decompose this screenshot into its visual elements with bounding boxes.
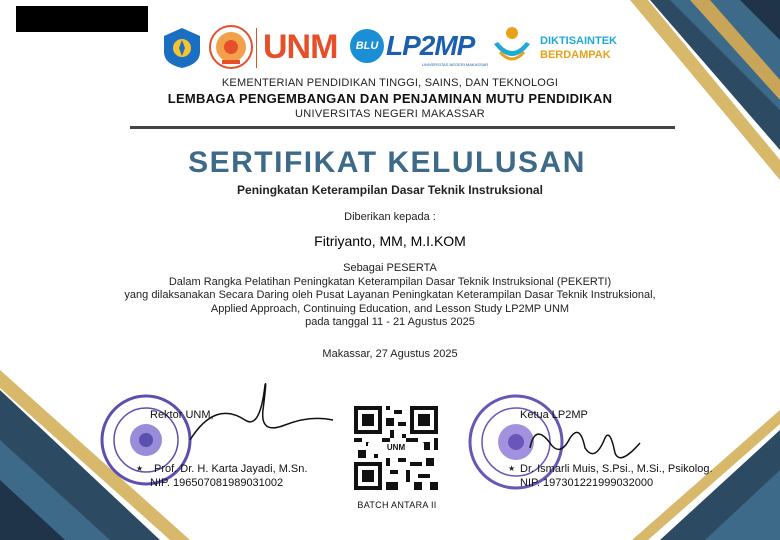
lp2mp-wordmark: LP2MP	[386, 30, 475, 61]
ministry-name: KEMENTERIAN PENDIDIKAN TINGGI, SAINS, DAN TEKNOLOGI	[221, 77, 559, 89]
redacted-block	[16, 6, 148, 32]
header-rule	[130, 126, 675, 129]
body-line: Applied Approach, Continuing Education, and Lesson Study LP2MP UNM	[210, 303, 570, 315]
logo-row	[160, 22, 640, 72]
certificate-subtitle: Peningkatan Keterampilan Dasar Teknik Instruksional	[237, 183, 543, 197]
institution-name: LEMBAGA PENGEMBANGAN DAN PENJAMINAN MUTU PENDIDIKAN	[167, 91, 613, 106]
dikti-line2: BERDAMPAK	[540, 49, 611, 61]
right-signatory-role: Ketua LP2MP	[520, 409, 588, 421]
ministry-logo-icon	[160, 26, 204, 70]
certificate-title: SERTIFIKAT KELULUSAN	[188, 146, 586, 179]
body-line: Dalam Rangka Pelatihan Peningkatan Keterampilan Dasar Teknik Instruksional (PEKERTI)	[168, 276, 612, 288]
qr-badge: UNM	[368, 442, 424, 454]
blu-badge: BLU	[350, 29, 384, 63]
body-line: Sebagai PESERTA	[343, 262, 437, 274]
batch-label: BATCH ANTARA II	[357, 500, 437, 510]
diktisaintek-logo-icon	[490, 24, 534, 70]
unm-emblem-icon	[208, 24, 254, 70]
left-signatory-nip: NIP. 196507081989031002	[150, 477, 284, 489]
unm-wordmark: UNM	[263, 28, 338, 66]
dikti-line1: DIKTISAINTEK	[540, 35, 617, 47]
logo-separator	[256, 28, 257, 68]
body-line: yang dilaksanakan Secara Daring oleh Pusat Layanan Peningkatan Keterampilan Dasar Teknik Instruksional,	[124, 289, 656, 301]
lp2mp-subtext: UNIVERSITAS NEGERI MAKASSAR	[422, 62, 489, 67]
right-signatory-name: Dr. Ismarli Muis, S.Psi., M.Si., Psikolog.	[520, 463, 713, 475]
chair-signature	[525, 418, 645, 468]
given-to-label: Diberikan kepada :	[344, 211, 436, 223]
recipient-name: Fitriyanto, MM, M.I.KOM	[314, 233, 466, 249]
university-name: UNIVERSITAS NEGERI MAKASSAR	[294, 108, 486, 120]
place-date: Makassar, 27 Agustus 2025	[322, 348, 458, 360]
star-icon: ★	[508, 464, 516, 473]
left-signatory-name: Prof. Dr. H. Karta Jayadi, M.Sn.	[154, 463, 308, 475]
body-line: pada tanggal 11 - 21 Agustus 2025	[305, 316, 475, 328]
star-icon: ★	[136, 464, 144, 473]
right-signatory-nip: NIP. 197301221999032000	[520, 477, 654, 489]
left-signatory-role: Rektor UNM,	[150, 409, 214, 421]
